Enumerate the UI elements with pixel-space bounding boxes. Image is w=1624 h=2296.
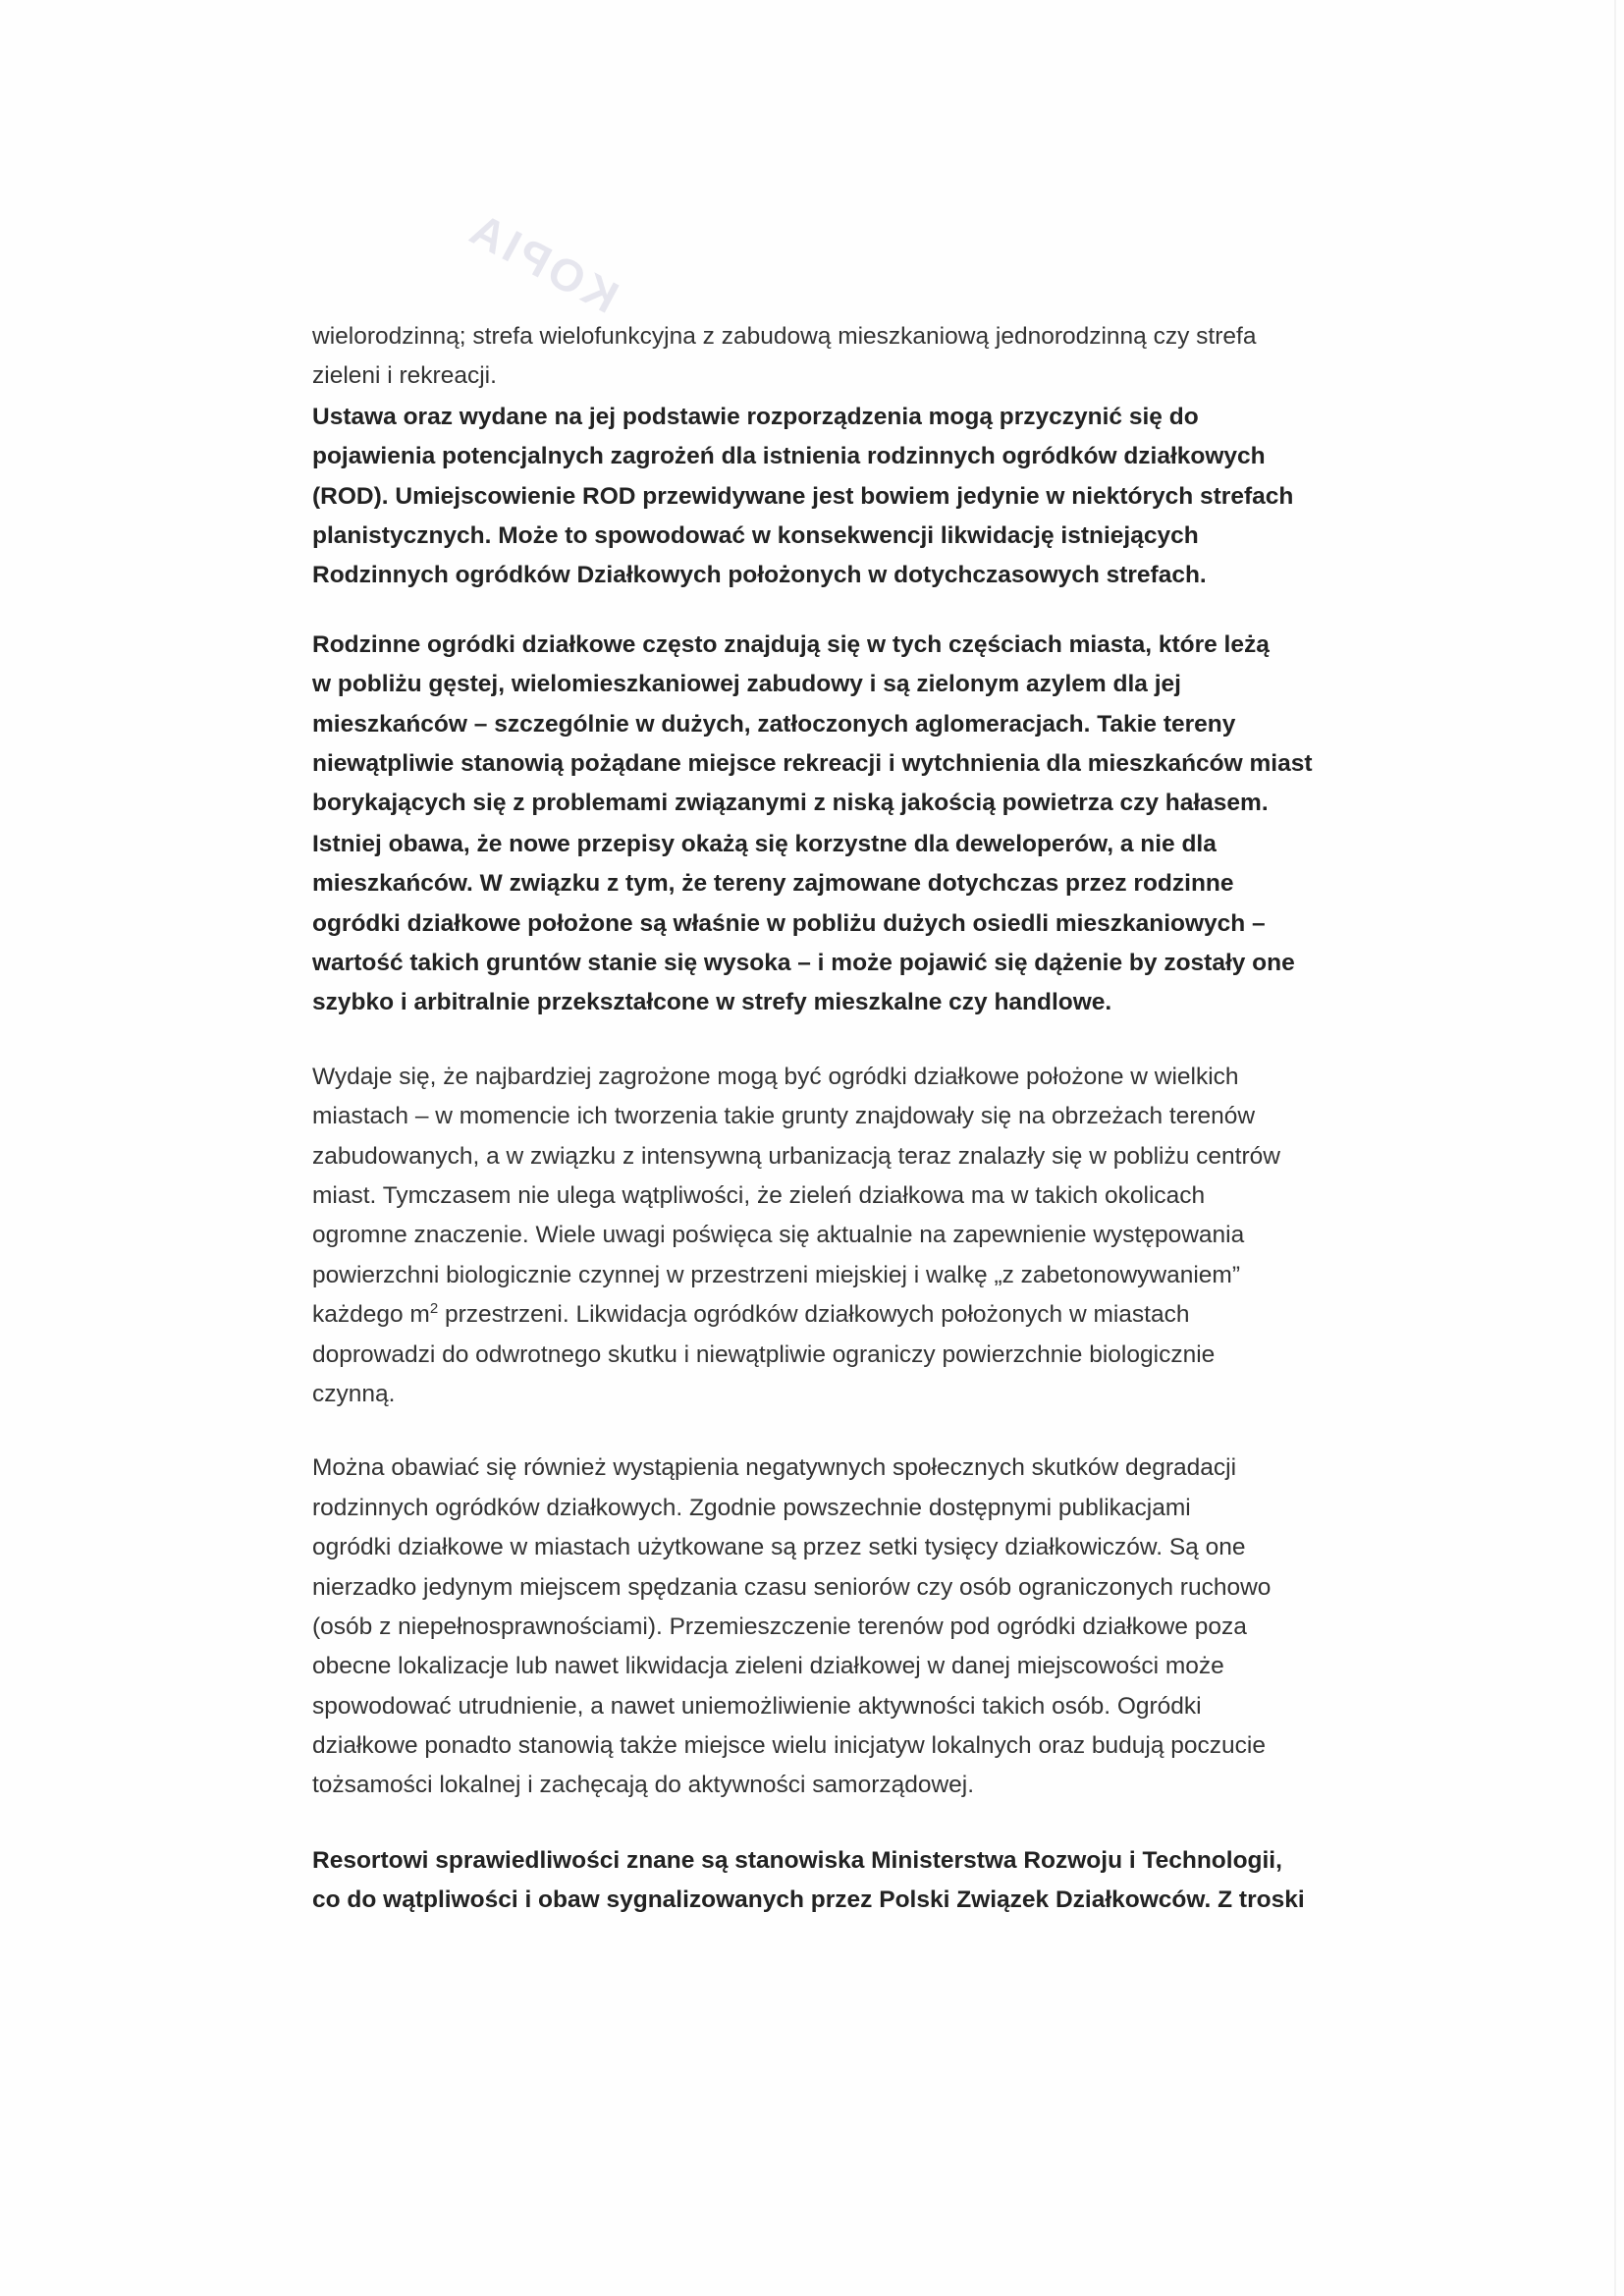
line-text: rodzinnych ogródków działkowych. Zgodnie powszechnie dostępnymi publikacjami [312,1495,1191,1521]
copy-stamp-watermark: KOPIA [459,201,627,323]
text-line [312,521,1313,551]
line-text: Ustawa oraz wydane na jej podstawie rozporządzenia mogą przyczynić się do [312,404,1199,430]
line-text: w pobliżu gęstej, wielomieszkaniowej zabudowy i są zielonym azylem dla jej [312,671,1181,697]
line-text: mieszkańców – szczególnie w dużych, zatłoczonych aglomeracjach. Takie tereny [312,711,1236,738]
line-text: Rodzinnych ogródków Działkowych położonych w dotychczasowych strefach. [312,562,1207,588]
line-text: tożsamości lokalnej i zachęcają do aktywności samorządowej. [312,1772,975,1798]
line-text-continued: przestrzeni. Likwidacja ogródków działkowych położonych w miastach [438,1301,1190,1328]
superscript: 2 [429,1299,439,1317]
line-text: miastach – w momencie ich tworzenia takie grunty znajdowały się na obrzeżach terenów [312,1103,1256,1129]
line-text: ogromne znaczenie. Wiele uwagi poświęca się aktualnie na zapewnienie występowania [312,1222,1245,1248]
text-line [312,949,1313,978]
text-line [312,869,1313,899]
text-line [312,1731,1313,1761]
line-text: borykających się z problemami związanymi z niską jakością powietrza czy hałasem. [312,790,1269,816]
text-line [312,670,1313,699]
line-text: mieszkańców. W związku z tym, że tereny zajmowane dotychczas przez rodzinne [312,870,1234,897]
line-text: zieleni i rekreacji. [312,362,497,389]
line-text: (ROD). Umiejscowienie ROD przewidywane jest bowiem jedynie w niektórych strefach [312,483,1294,510]
text-line [312,561,1313,590]
text-line [312,1613,1313,1642]
text-line [312,442,1313,471]
line-text: niewątpliwie stanowią pożądane miejsce rekreacji i wytchnienia dla mieszkańców miast [312,750,1313,777]
text-line [312,1300,1313,1330]
line-text: nierzadko jedynym miejscem spędzania czasu seniorów czy osób ograniczonych ruchowo [312,1574,1272,1601]
text-line [312,403,1313,432]
text-line [312,1261,1313,1290]
line-text: Resortowi sprawiedliwości znane są stanowiska Ministerstwa Rozwoju i Technologii, [312,1847,1282,1874]
line-text: działkowe ponadto stanowią także miejsce wielu inicjatyw lokalnych oraz budują poczucie [312,1732,1266,1759]
text-line [312,1771,1313,1800]
text-line [312,630,1313,660]
line-text: Rodzinne ogródki działkowe często znajdują się w tych częściach miasta, które leżą [312,631,1270,658]
line-text: miast. Tymczasem nie ulega wątpliwości, że zieleń działkowa ma w takich okolicach [312,1182,1206,1209]
text-line [312,1340,1313,1370]
text-line [312,789,1313,818]
line-text: obecne lokalizacje lub nawet likwidacja zieleni działkowej w danej miejscowości może [312,1653,1224,1679]
text-line [312,1846,1313,1876]
line-text: wielorodzinną; strefa wielofunkcyjna z zabudową mieszkaniową jednorodzinną czy strefa [312,323,1257,350]
line-text: ogródki działkowe położone są właśnie w pobliżu dużych osiedli mieszkaniowych – [312,910,1266,937]
text-line [312,1063,1313,1092]
text-line [312,1102,1313,1131]
text-line [312,1652,1313,1681]
line-text: ogródki działkowe w miastach użytkowane są przez setki tysięcy działkowiczów. Są one [312,1534,1246,1560]
text-line [312,1142,1313,1172]
text-line [312,1692,1313,1722]
text-line [312,749,1313,779]
text-line [312,1380,1313,1409]
line-text: każdego m [312,1301,430,1328]
text-line [312,1886,1313,1915]
text-line [312,1533,1313,1562]
line-text: czynną. [312,1381,396,1407]
text-line [312,482,1313,512]
text-line [312,1221,1313,1250]
line-text: co do wątpliwości i obaw sygnalizowanych przez Polski Związek Działkowców. Z troski [312,1886,1305,1913]
text-line [312,1494,1313,1523]
line-text: Można obawiać się również wystąpienia negatywnych społecznych skutków degradacji [312,1454,1237,1481]
line-text: (osób z niepełnosprawnościami). Przemieszczenie terenów pod ogródki działkowe poza [312,1613,1247,1640]
line-text: doprowadzi do odwrotnego skutku i niewątpliwie ograniczy powierzchnie biologicznie [312,1341,1216,1368]
text-line [312,909,1313,939]
text-line [312,1181,1313,1211]
line-text: spowodować utrudnienie, a nawet uniemożliwienie aktywności takich osób. Ogródki [312,1693,1202,1720]
text-line [312,1573,1313,1603]
line-text: zabudowanych, a w związku z intensywną urbanizacją teraz znalazły się w pobliżu centrów [312,1143,1280,1170]
text-line [312,710,1313,739]
line-text: pojawienia potencjalnych zagrożeń dla istnienia rodzinnych ogródków działkowych [312,443,1266,469]
line-text: szybko i arbitralnie przekształcone w strefy mieszkalne czy handlowe. [312,989,1112,1015]
line-text: planistycznych. Może to spowodować w konsekwencji likwidację istniejących [312,522,1199,549]
line-text: powierzchni biologicznie czynnej w przestrzeni miejskiej i walkę „z zabetonowywaniem” [312,1262,1240,1288]
line-text: wartość takich gruntów stanie się wysoka – i może pojawić się dążenie by zostały one [312,950,1295,976]
text-line [312,361,1313,391]
line-text: Istniej obawa, że nowe przepisy okażą się korzystne dla deweloperów, a nie dla [312,831,1217,857]
text-line [312,1453,1313,1483]
text-line [312,830,1313,859]
line-text: Wydaje się, że najbardziej zagrożone mogą być ogródki działkowe położone w wielkich [312,1064,1239,1090]
text-line [312,988,1313,1017]
scan-edge [1614,0,1616,2296]
text-line [312,322,1313,352]
